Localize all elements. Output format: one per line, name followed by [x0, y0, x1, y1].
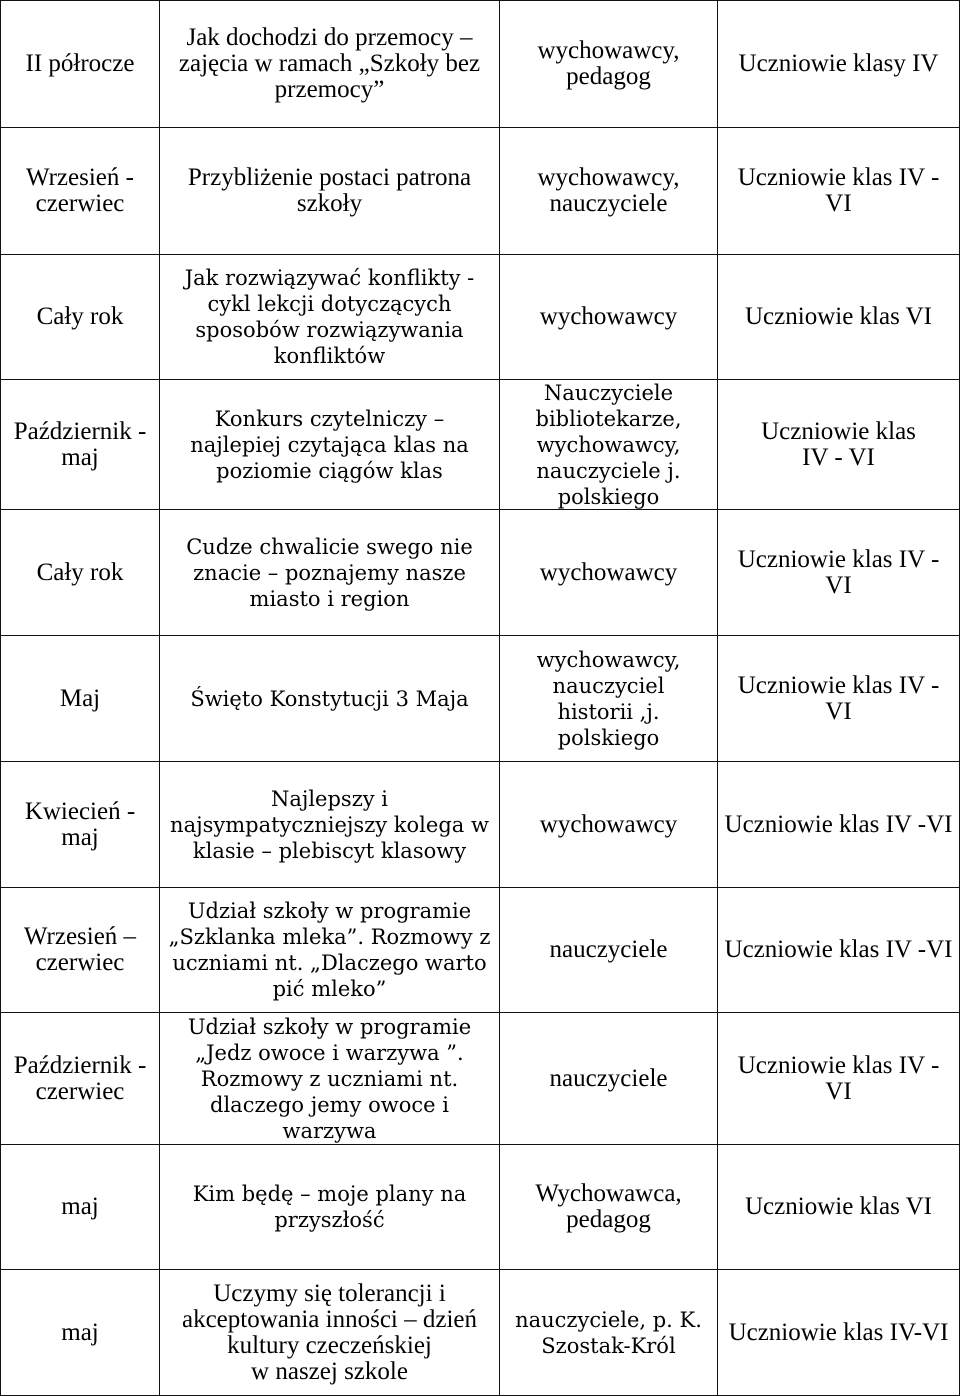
period-cell: Cały rok	[0, 510, 160, 636]
participants-cell: Uczniowie klas IV - VI	[718, 510, 960, 636]
participants-cell: Uczniowie klas IV - VI	[718, 1013, 960, 1145]
participants-cell: Uczniowie klas IV - VI	[718, 636, 960, 762]
participants-cell: Uczniowie klasy IV	[718, 0, 960, 128]
activity-cell: Kim będę – moje plany na przyszłość	[160, 1145, 500, 1270]
responsible-cell: nauczyciele	[500, 888, 718, 1013]
participants-cell: Uczniowie klas IV - VI	[718, 380, 960, 510]
period-cell: Wrzesień – czerwiec	[0, 888, 160, 1013]
activity-cell: Uczymy się tolerancji i akceptowania inności – dzień kultury czeczeńskiej w naszej szkole	[160, 1270, 500, 1396]
participants-cell: Uczniowie klas IV - VI	[718, 128, 960, 255]
period-cell: Kwiecień - maj	[0, 762, 160, 888]
activity-cell: Najlepszy i najsympatyczniejszy kolega w klasie – plebiscyt klasowy	[160, 762, 500, 888]
period-cell: maj	[0, 1270, 160, 1396]
responsible-cell: Nauczyciele bibliotekarze, wychowawcy, nauczyciele j. polskiego	[500, 380, 718, 510]
period-cell: Cały rok	[0, 255, 160, 380]
responsible-cell: wychowawcy	[500, 762, 718, 888]
period-cell: Maj	[0, 636, 160, 762]
period-cell: Wrzesień - czerwiec	[0, 128, 160, 255]
period-cell: Październik - czerwiec	[0, 1013, 160, 1145]
responsible-cell: wychowawcy, pedagog	[500, 0, 718, 128]
activity-cell: Przybliżenie postaci patrona szkoły	[160, 128, 500, 255]
period-cell: Październik - maj	[0, 380, 160, 510]
participants-cell: Uczniowie klas VI	[718, 255, 960, 380]
activity-cell: Udział szkoły w programie „Szklanka mleka”. Rozmowy z uczniami nt. „Dlaczego warto pić mleko”	[160, 888, 500, 1013]
activity-cell: Święto Konstytucji 3 Maja	[160, 636, 500, 762]
participants-cell: Uczniowie klas VI	[718, 1145, 960, 1270]
participants-cell: Uczniowie klas IV -VI	[718, 888, 960, 1013]
responsible-cell: nauczyciele, p. K. Szostak-Król	[500, 1270, 718, 1396]
period-cell: II półrocze	[0, 0, 160, 128]
activity-cell: Jak rozwiązywać konflikty - cykl lekcji dotyczących sposobów rozwiązywania konfliktów	[160, 255, 500, 380]
activity-cell: Konkurs czytelniczy – najlepiej czytająca klas na poziomie ciągów klas	[160, 380, 500, 510]
responsible-cell: wychowawcy, nauczyciel historii ,j. polskiego	[500, 636, 718, 762]
activity-cell: Jak dochodzi do przemocy – zajęcia w ramach „Szkoły bez przemocy”	[160, 0, 500, 128]
responsible-cell: wychowawcy	[500, 255, 718, 380]
activity-cell: Cudze chwalicie swego nie znacie – poznajemy nasze miasto i region	[160, 510, 500, 636]
responsible-cell: wychowawcy, nauczyciele	[500, 128, 718, 255]
participants-cell: Uczniowie klas IV -VI	[718, 762, 960, 888]
period-cell: maj	[0, 1145, 160, 1270]
activity-cell: Udział szkoły w programie „Jedz owoce i warzywa ”. Rozmowy z uczniami nt. dlaczego jemy owoce i warzywa	[160, 1013, 500, 1145]
responsible-cell: wychowawcy	[500, 510, 718, 636]
responsible-cell: Wychowawca, pedagog	[500, 1145, 718, 1270]
participants-cell: Uczniowie klas IV-VI	[718, 1270, 960, 1396]
responsible-cell: nauczyciele	[500, 1013, 718, 1145]
